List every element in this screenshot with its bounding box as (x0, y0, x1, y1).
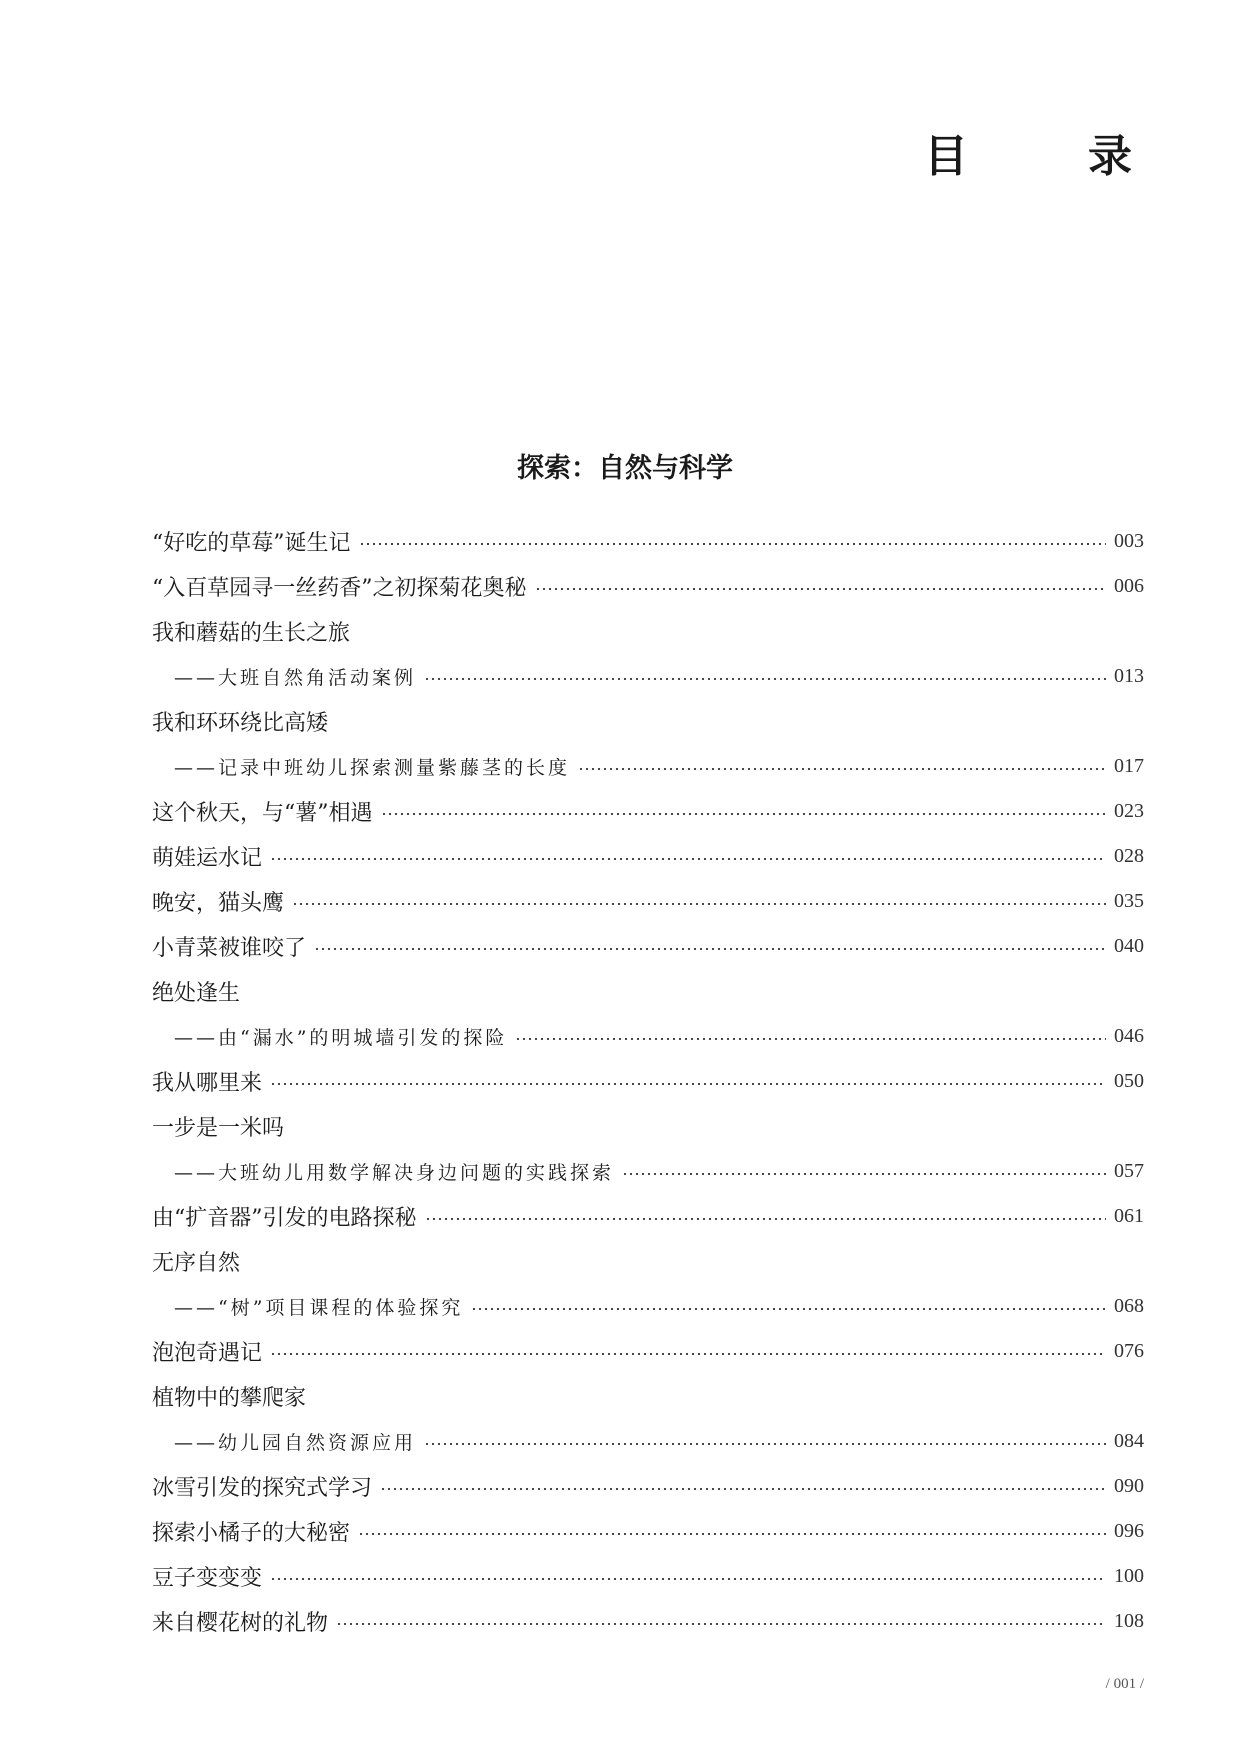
toc-page-number: 017 (1114, 755, 1144, 777)
toc-entry[interactable] (152, 1104, 1144, 1149)
dot-leader (336, 1623, 1106, 1625)
toc-subentry-title: ——“树”项目课程的体验探究 (174, 1297, 464, 1319)
toc-entry-title: 由“扩音器”引发的电路探秘 (152, 1206, 417, 1231)
dot-leader (380, 1488, 1106, 1490)
toc-page-number: 035 (1114, 890, 1144, 912)
toc-entry-title: 我和环环绕比高矮 (152, 711, 329, 736)
section-heading: 探索：自然与科学 (517, 453, 733, 484)
dot-leader (270, 858, 1106, 860)
toc-entry-title: 小青菜被谁咬了 (152, 936, 307, 961)
toc-entry[interactable] (152, 564, 1144, 609)
dot-leader (270, 1083, 1106, 1085)
toc-page-number: 028 (1114, 845, 1144, 867)
toc-page-number: 090 (1114, 1475, 1144, 1497)
footer-page-number: / 001 / (1105, 1676, 1144, 1692)
toc-entry[interactable] (152, 789, 1144, 834)
toc-entry-title: 我和蘑菇的生长之旅 (152, 621, 351, 646)
dot-leader (270, 1578, 1106, 1580)
toc-entry[interactable] (152, 1194, 1144, 1239)
toc-subentry[interactable] (152, 1149, 1144, 1194)
toc-entry[interactable] (152, 879, 1144, 924)
toc-entry-title: “好吃的草莓”诞生记 (152, 531, 351, 556)
toc-page-number: 108 (1114, 1610, 1144, 1632)
toc-entry-title: 来自樱花树的礼物 (152, 1611, 329, 1636)
toc-entry[interactable] (152, 1599, 1144, 1644)
toc-page-number: 096 (1114, 1520, 1144, 1542)
toc-entry-title: 探索小橘子的大秘密 (152, 1521, 351, 1546)
toc-page-number: 003 (1114, 530, 1144, 552)
toc-entry[interactable] (152, 1059, 1144, 1104)
toc-entry-title: 冰雪引发的探究式学习 (152, 1476, 373, 1501)
toc-entry-title: 我从哪里来 (152, 1071, 263, 1096)
toc-subentry-title: ——幼儿园自然资源应用 (174, 1432, 417, 1454)
toc-subentry[interactable] (152, 1419, 1144, 1464)
toc-page-number: 076 (1114, 1340, 1144, 1362)
toc-entry-title: 泡泡奇遇记 (152, 1341, 263, 1366)
dot-leader (359, 543, 1107, 545)
toc-entry[interactable] (152, 1239, 1144, 1284)
toc-entry[interactable] (152, 924, 1144, 969)
toc-page-number: 084 (1114, 1430, 1144, 1452)
toc-subentry[interactable] (152, 1014, 1144, 1059)
dot-leader (270, 1353, 1106, 1355)
toc-entry[interactable] (152, 699, 1144, 744)
toc-entry[interactable] (152, 519, 1144, 564)
toc-page-number: 100 (1114, 1565, 1144, 1587)
toc-entry-title: 无序自然 (152, 1251, 241, 1276)
dot-leader (515, 1038, 1106, 1040)
toc-entry[interactable] (152, 609, 1144, 654)
toc-entry-title: 萌娃运水记 (152, 846, 263, 871)
dot-leader (535, 588, 1107, 590)
toc-entry[interactable] (152, 1374, 1144, 1419)
dot-leader (314, 948, 1106, 950)
dot-leader (578, 768, 1106, 770)
dot-leader (358, 1533, 1106, 1535)
toc-subentry-title: ——大班幼儿用数学解决身边问题的实践探索 (174, 1162, 615, 1184)
toc-entry-title: 晚安，猫头鹰 (152, 891, 285, 916)
toc-entry[interactable] (152, 969, 1144, 1014)
toc-entry[interactable] (152, 1464, 1144, 1509)
toc-page-number: 023 (1114, 800, 1144, 822)
dot-leader (622, 1173, 1106, 1175)
dot-leader (424, 678, 1106, 680)
dot-leader (292, 903, 1106, 905)
toc-subentry[interactable] (152, 1284, 1144, 1329)
toc-entry-title: 一步是一米吗 (152, 1116, 285, 1141)
toc-subentry[interactable] (152, 654, 1144, 699)
toc-entry-title: 这个秋天，与“薯”相遇 (152, 801, 373, 826)
toc-subentry[interactable] (152, 744, 1144, 789)
toc-subentry-title: ——大班自然角活动案例 (174, 667, 417, 689)
toc-page-number: 057 (1114, 1160, 1144, 1182)
toc-entry[interactable] (152, 834, 1144, 879)
toc-entry[interactable] (152, 1329, 1144, 1374)
toc-page-number: 050 (1114, 1070, 1144, 1092)
page-title: 目 录 (924, 131, 1170, 182)
table-of-contents (152, 519, 1144, 1644)
toc-subentry-title: ——由“漏水”的明城墙引发的探险 (174, 1027, 508, 1049)
toc-entry-title: 豆子变变变 (152, 1566, 263, 1591)
toc-entry-title: 植物中的攀爬家 (152, 1386, 307, 1411)
toc-entry[interactable] (152, 1554, 1144, 1599)
toc-page-number: 040 (1114, 935, 1144, 957)
toc-subentry-title: ——记录中班幼儿探索测量紫藤茎的长度 (174, 757, 571, 779)
dot-leader (471, 1308, 1106, 1310)
toc-page-number: 061 (1114, 1205, 1144, 1227)
toc-page-number: 006 (1114, 575, 1144, 597)
toc-entry-title: 绝处逢生 (152, 981, 241, 1006)
dot-leader (424, 1443, 1106, 1445)
toc-page-number: 013 (1114, 665, 1144, 687)
toc-entry-title: “入百草园寻一丝药香”之初探菊花奥秘 (152, 576, 527, 601)
dot-leader (425, 1218, 1107, 1220)
toc-page-number: 068 (1114, 1295, 1144, 1317)
dot-leader (381, 813, 1107, 815)
toc-entry[interactable] (152, 1509, 1144, 1554)
toc-page-number: 046 (1114, 1025, 1144, 1047)
